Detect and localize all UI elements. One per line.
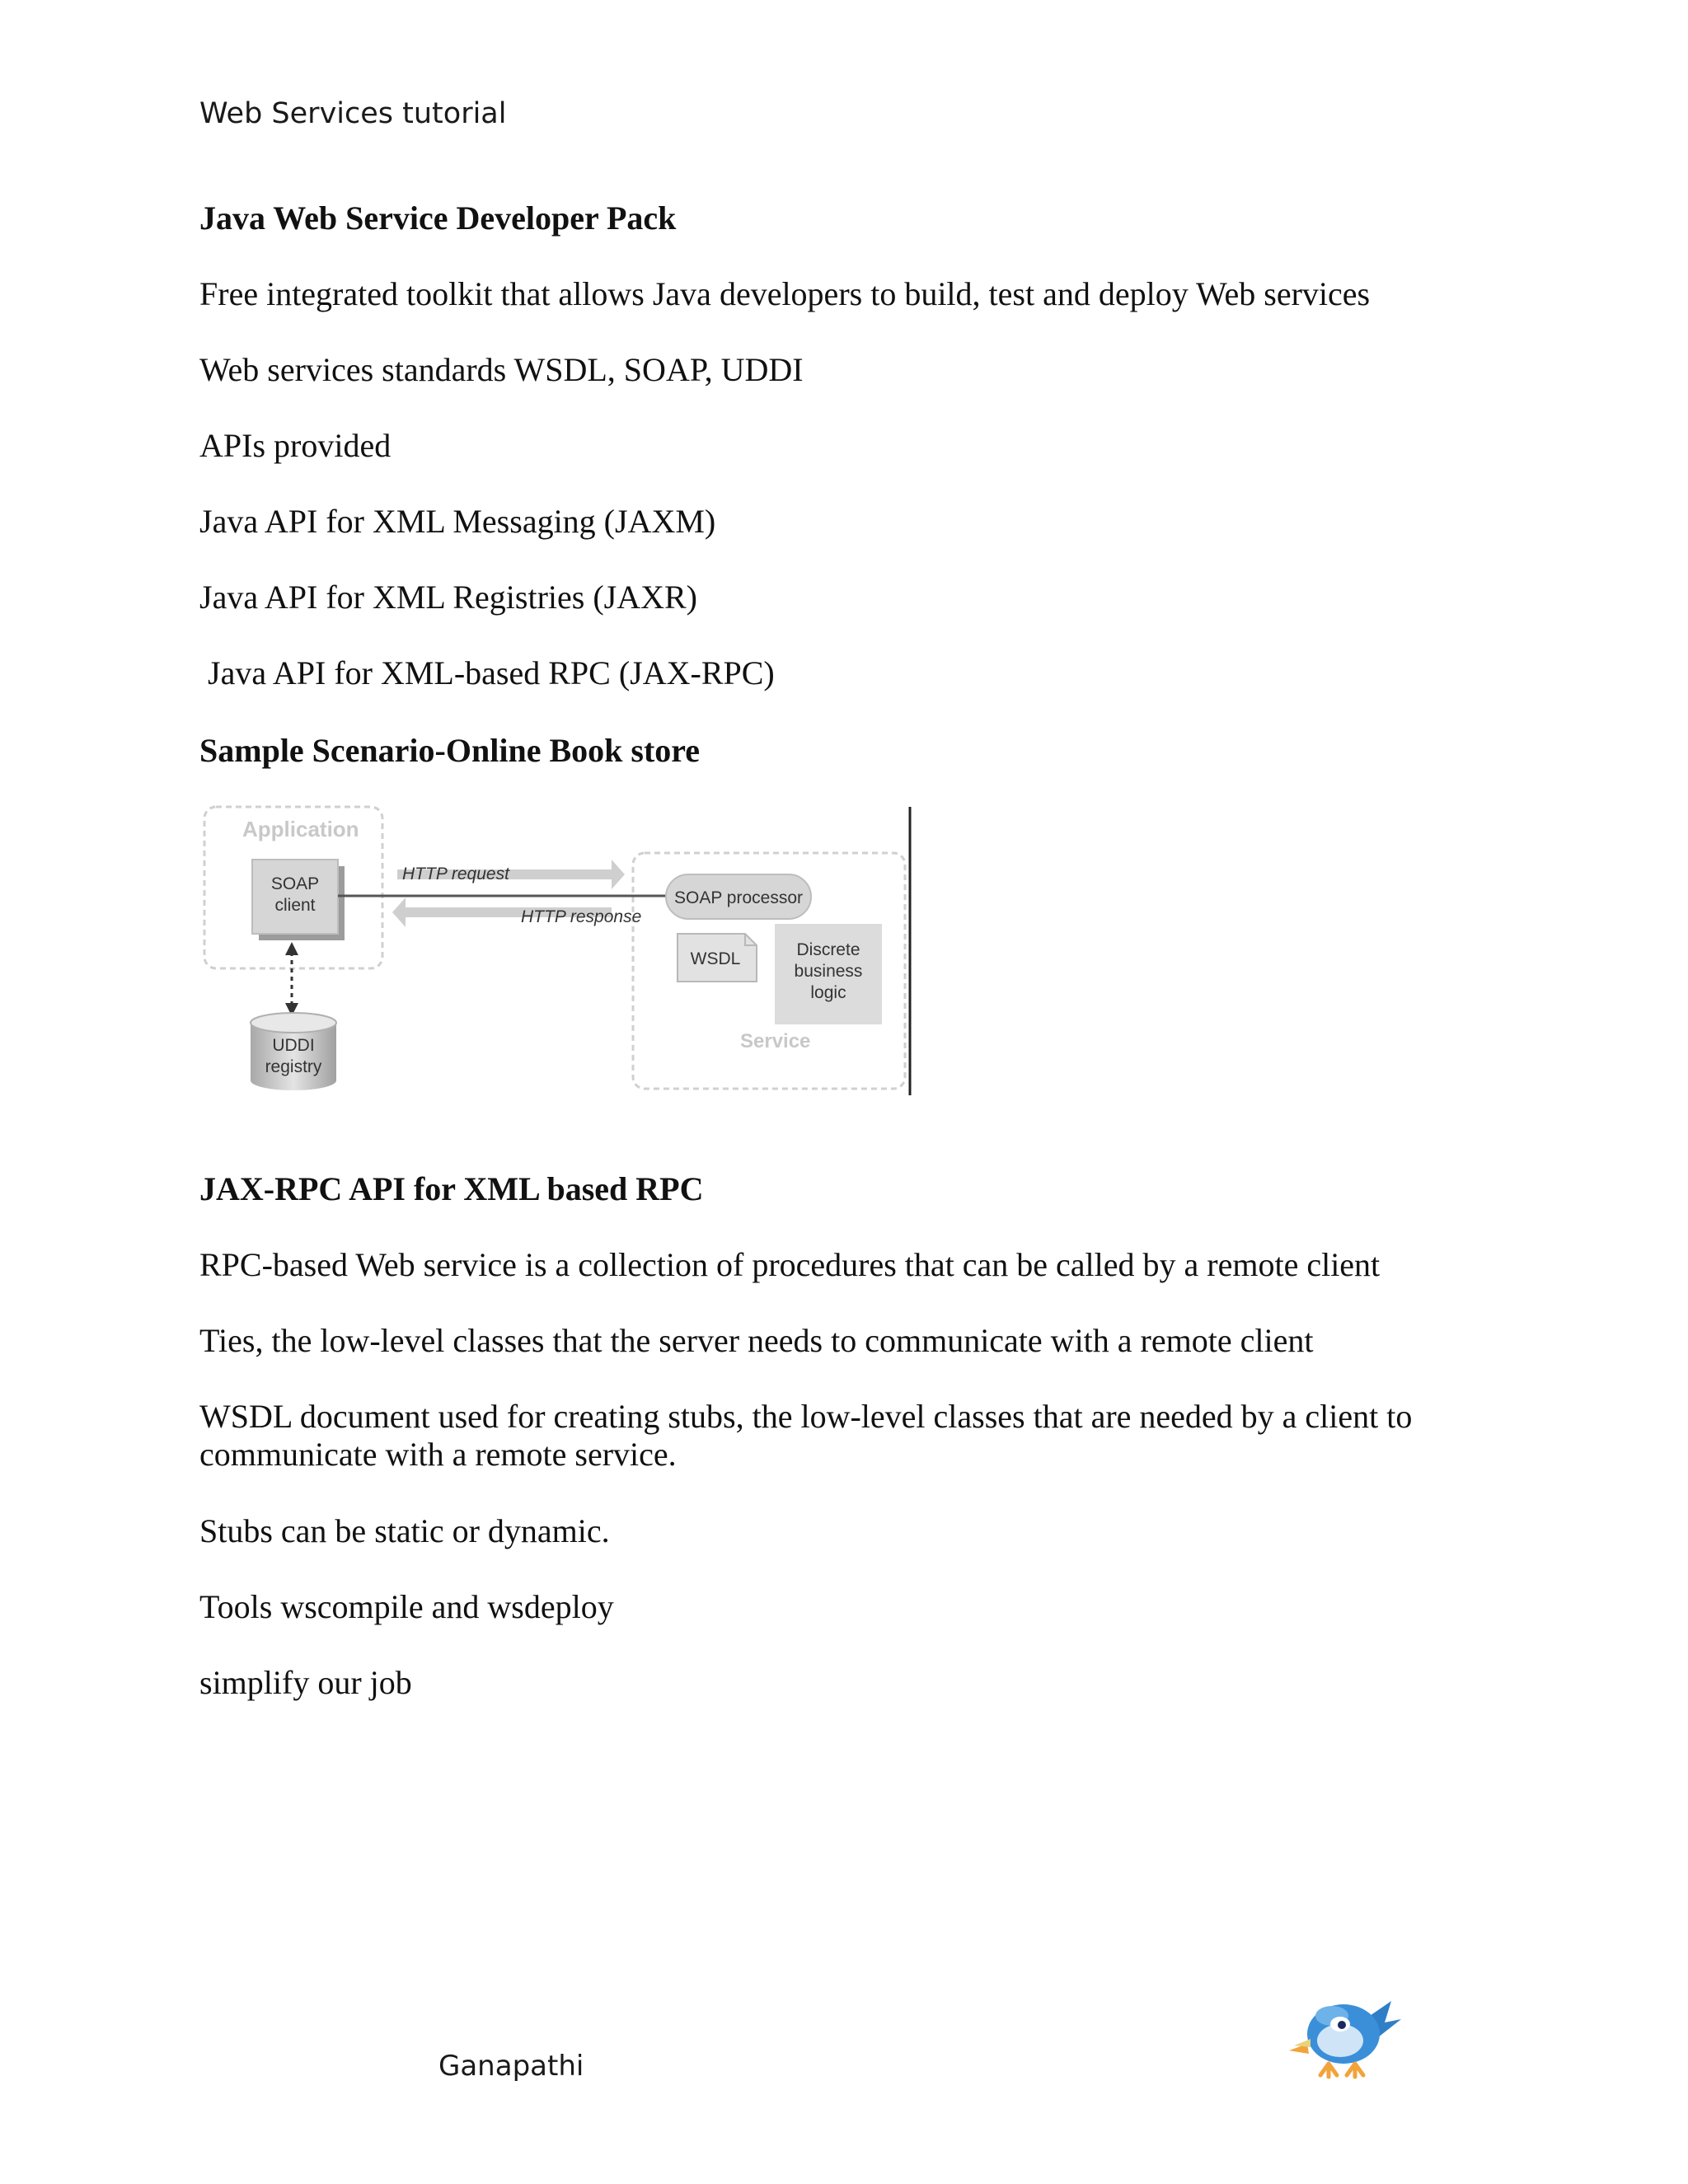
business-label-line2: business [794,962,863,981]
paragraph-toolkit: Free integrated toolkit that allows Java developers to build, test and deploy Web services [199,275,1371,312]
uddi-arrow-up [285,942,298,955]
paragraph-tools: Tools wscompile and wsdeploy [199,1588,614,1625]
paragraph-jaxm: Java API for XML Messaging (JAXM) [199,503,716,540]
paragraph-rpc-service: RPC-based Web service is a collection of procedures that can be called by a remote client [199,1246,1381,1283]
paragraph-simplify: simplify our job [199,1664,412,1701]
application-label: Application [242,817,359,841]
wsdl-label: WSDL [690,949,741,968]
uddi-label-line1: UDDI [272,1036,315,1055]
section-heading-scenario: Sample Scenario-Online Book store [199,732,701,769]
http-request-label: HTTP request [402,865,509,883]
soap-processor-label: SOAP processor [673,888,804,907]
soap-architecture-diagram [199,804,913,1097]
page-header-title: Web Services tutorial [199,97,507,130]
http-response-label: HTTP response [521,907,642,926]
paragraph-apis: APIs provided [199,427,392,464]
service-label: Service [740,1030,811,1052]
soap-client-label-line1: SOAP [270,874,320,893]
business-label-line1: Discrete [796,940,860,959]
bird-mascot-icon [1286,1986,1409,2085]
paragraph-jaxrpc: Java API for XML-based RPC (JAX-RPC) [199,654,775,691]
paragraph-ties: Ties, the low-level classes that the server needs to communicate with a remote client [199,1322,1314,1359]
section-heading-jaxrpc: JAX-RPC API for XML based RPC [199,1170,704,1207]
paragraph-wsdl-stubs: WSDL document used for creating stubs, the low-level classes that are needed by a client to communicate with a remote service. [199,1398,1413,1473]
section-heading-jwsdp: Java Web Service Developer Pack [199,199,677,237]
uddi-label-line2: registry [265,1057,322,1076]
paragraph-stubs-types: Stubs can be static or dynamic. [199,1512,610,1549]
footer-author: Ganapathi [438,2050,584,2083]
paragraph-standards: Web services standards WSDL, SOAP, UDDI [199,351,804,388]
business-label-line3: logic [810,983,846,1002]
soap-client-label-line2: client [274,896,316,915]
paragraph-jaxr: Java API for XML Registries (JAXR) [199,579,698,616]
